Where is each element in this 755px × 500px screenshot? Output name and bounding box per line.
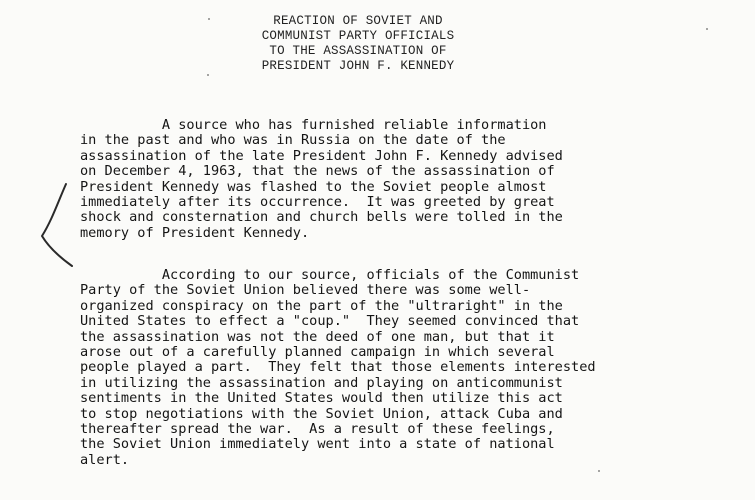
text-line: According to our source, officials of the Communist — [80, 267, 580, 283]
title-line: TO THE ASSASSINATION OF — [269, 44, 447, 58]
text-line: assassination of the late President John F. Kennedy advised — [80, 147, 563, 164]
text-line: in the past and who was in Russia on the date of the — [80, 132, 506, 149]
scan-speck — [207, 74, 209, 76]
scan-speck — [598, 470, 600, 472]
text-line: thereafter spread the war. As a result of these feelings, — [80, 421, 555, 438]
text-line: on December 4, 1963, that the news of the assassination of — [80, 163, 555, 180]
text-line: in utilizing the assassination and playing on anticommunist — [80, 374, 563, 391]
text-line: people played a part. They felt that those elements interested — [80, 359, 596, 376]
document-title — [228, 14, 488, 74]
scan-speck — [706, 28, 708, 30]
text-line: sentiments in the United States would then utilize this act — [80, 390, 563, 407]
text-line: President Kennedy was flashed to the Soviet people almost — [80, 178, 547, 195]
text-line: arose out of a carefully planned campaign in which several — [80, 344, 555, 361]
title-line: PRESIDENT JOHN F. KENNEDY — [261, 59, 455, 73]
text-line: alert. — [80, 451, 130, 468]
text-line: Party of the Soviet Union believed there was some well- — [80, 282, 531, 299]
paragraph-1 — [80, 118, 563, 241]
text-line: shock and consternation and church bells were tolled in the — [80, 209, 563, 226]
paragraph-2 — [80, 268, 596, 468]
text-line: to stop negotiations with the Soviet Union, attack Cuba and — [80, 405, 563, 422]
text-line: organized conspiracy on the part of the "ultraright" in the — [80, 297, 563, 314]
scan-speck — [208, 18, 210, 20]
text-line: memory of President Kennedy. — [80, 224, 310, 241]
text-line: the assassination was not the deed of one man, but that it — [80, 328, 555, 345]
handwritten-margin-bracket — [28, 180, 78, 270]
text-line: A source who has furnished reliable information — [80, 117, 547, 133]
title-line: REACTION OF SOVIET AND — [273, 14, 443, 28]
title-line: COMMUNIST PARTY OFFICIALS — [261, 29, 455, 43]
text-line: United States to effect a "coup." They seemed convinced that — [80, 313, 580, 330]
text-line: the Soviet Union immediately went into a state of national — [80, 436, 555, 453]
text-line: immediately after its occurrence. It was greeted by great — [80, 194, 555, 211]
